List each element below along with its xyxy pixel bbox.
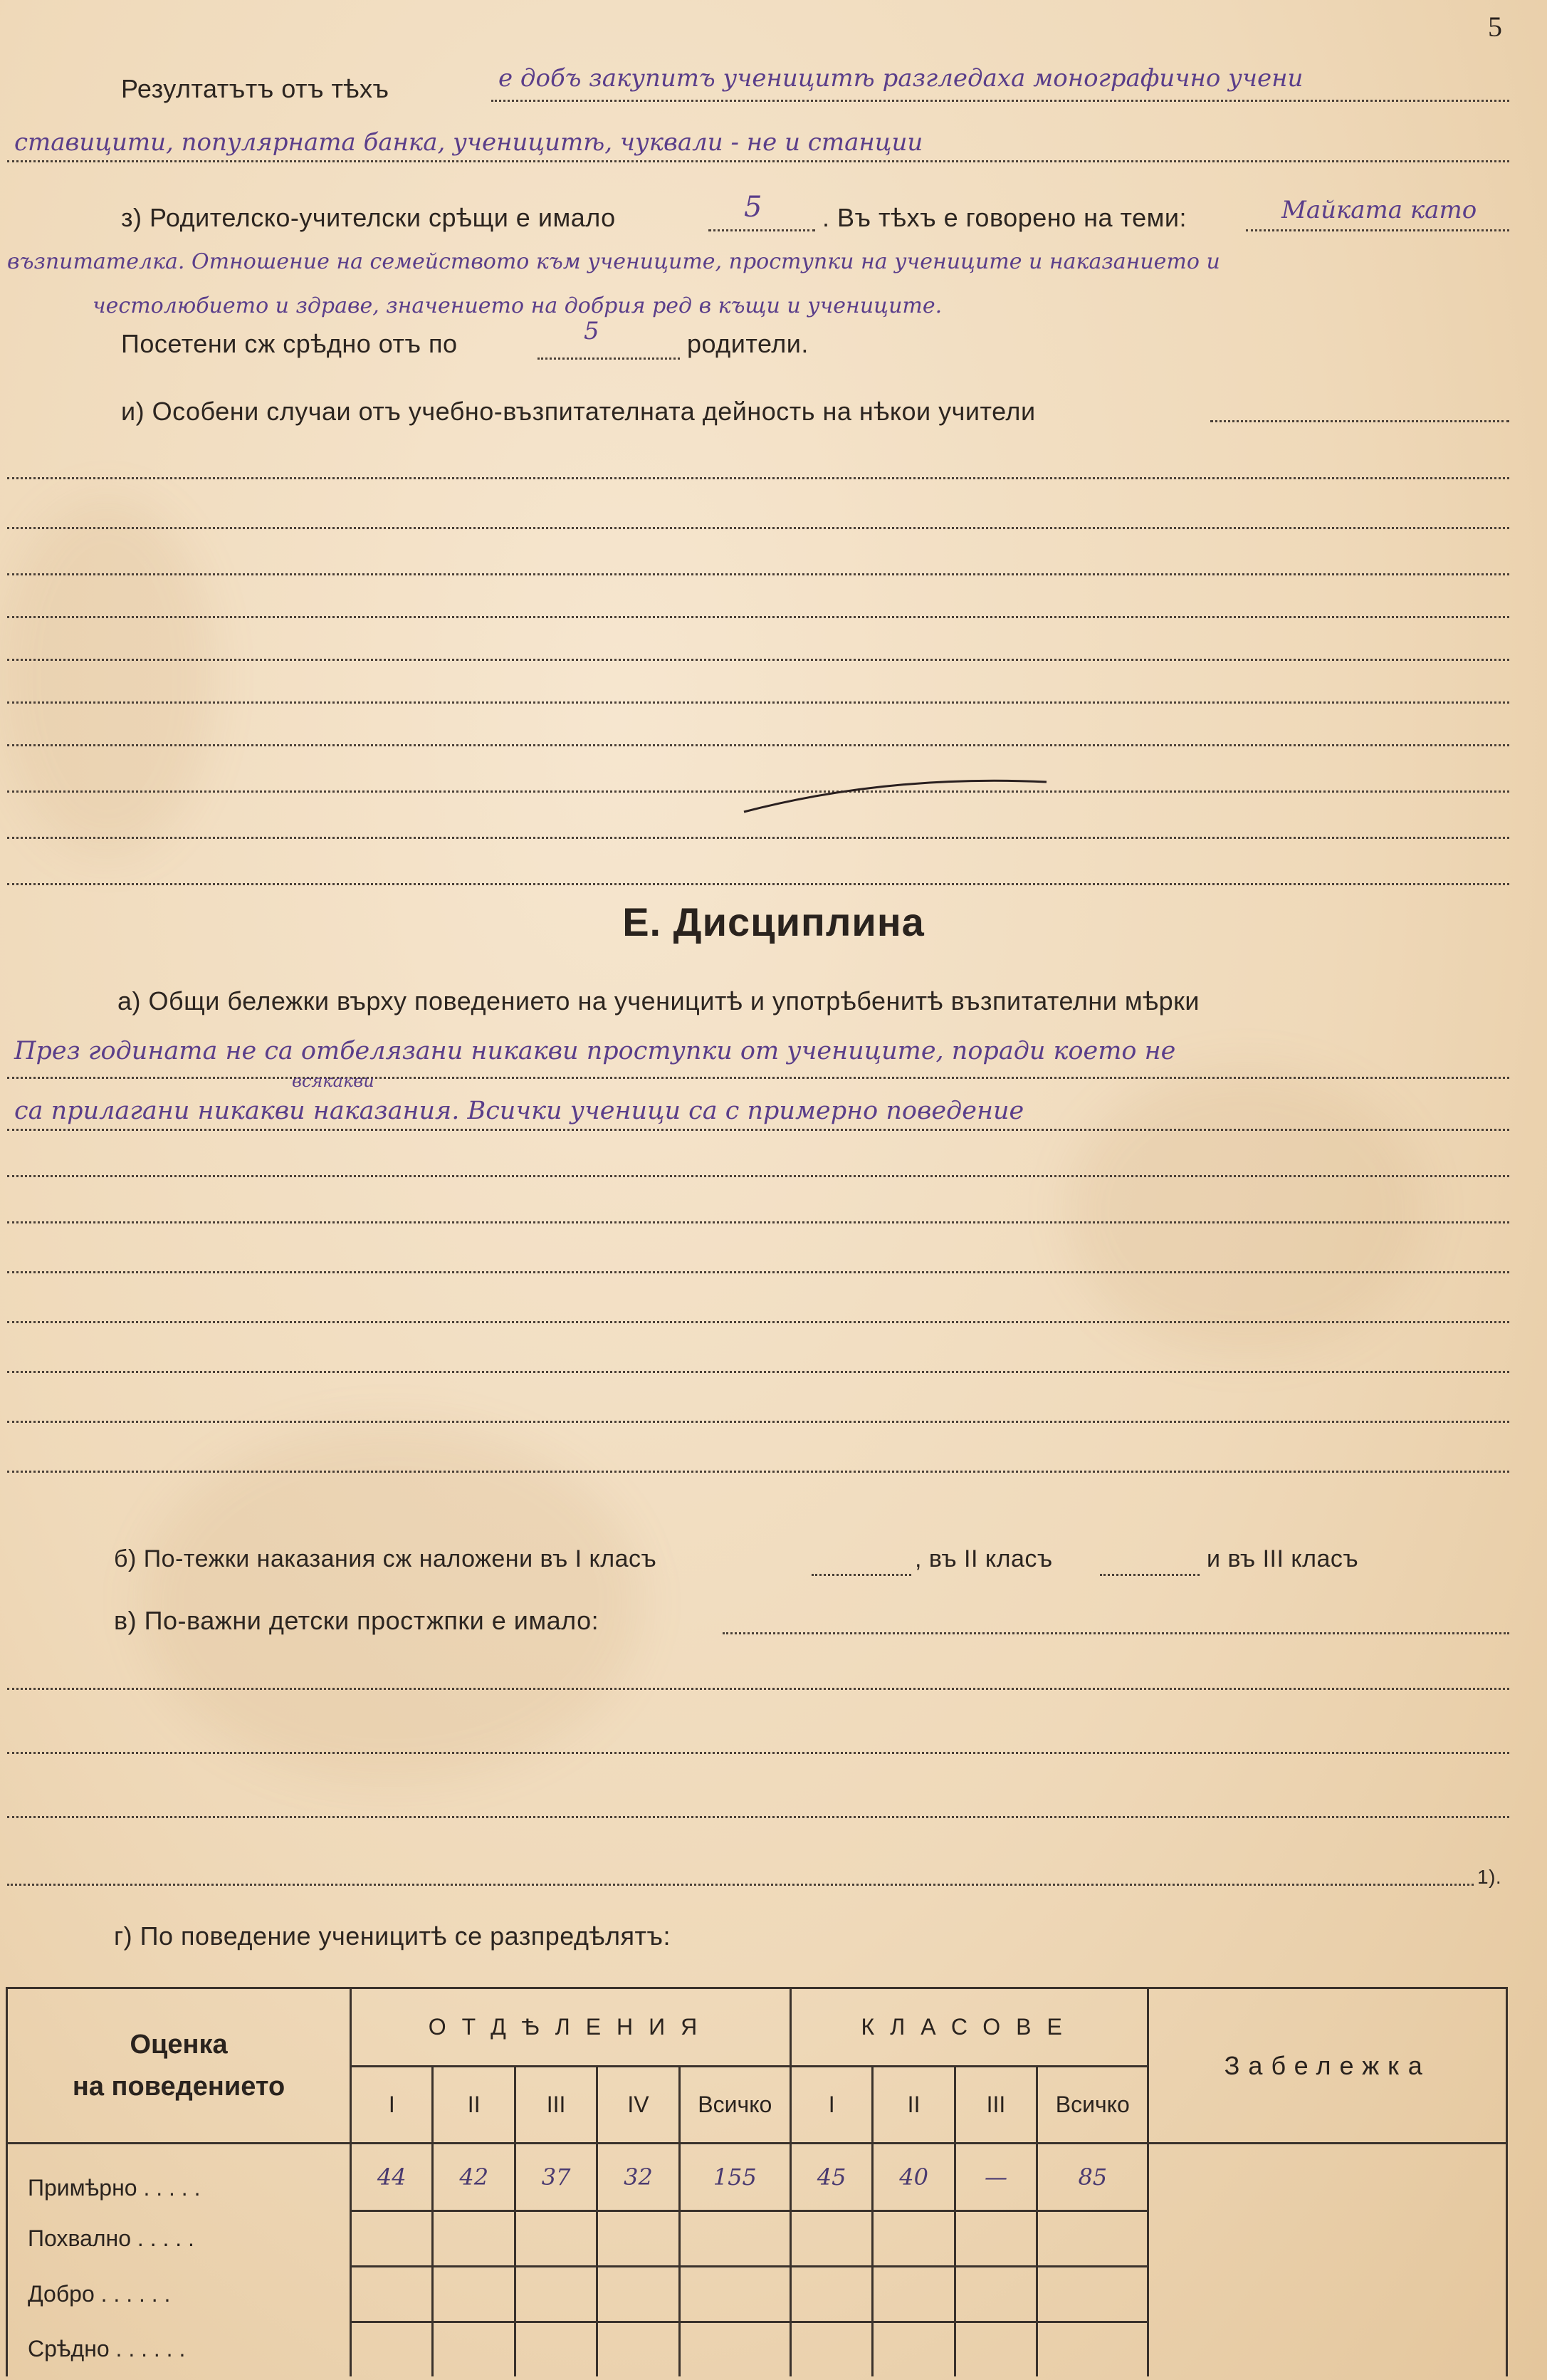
discipline-a-handwriting-2: са прилагани никакви наказания. Всички ученици са с примерно поведение — [14, 1097, 1024, 1125]
results-line-1 — [491, 100, 1509, 102]
disc-line-5 — [7, 1271, 1509, 1273]
col-klas-2: II — [873, 2067, 955, 2144]
special-line-3 — [7, 573, 1509, 575]
col-otd-total: Всичко — [679, 2067, 790, 2144]
cell — [597, 2267, 679, 2322]
cell — [679, 2322, 790, 2376]
col-otd-2: II — [433, 2067, 515, 2144]
notes-cell — [1148, 2144, 1507, 2376]
col-klas-total: Всичко — [1037, 2067, 1148, 2144]
cell — [1037, 2322, 1148, 2376]
disc-line-3 — [7, 1175, 1509, 1177]
v-line-4 — [7, 1884, 1474, 1886]
cell — [515, 2322, 597, 2376]
cell — [1037, 2211, 1148, 2267]
discipline-a-insert: всякакви — [292, 1071, 374, 1091]
special-line-2 — [7, 527, 1509, 529]
cell: 44 — [351, 2144, 433, 2211]
cell: 37 — [515, 2144, 597, 2211]
discipline-a-handwriting-1: През годината не са отбелязани никакви проступки от учениците, поради което не — [14, 1037, 1176, 1065]
row-label: Добро . . . . . . — [7, 2267, 351, 2322]
behavior-table — [6, 1987, 1508, 2376]
results-line-2 — [7, 160, 1509, 162]
meetings-count: 5 — [744, 191, 762, 224]
cell: — — [955, 2144, 1037, 2211]
disc-line-8 — [7, 1421, 1509, 1423]
cell — [433, 2211, 515, 2267]
special-line-0 — [1210, 420, 1509, 422]
cell — [873, 2211, 955, 2267]
meetings-handwriting-3: честолюбието и здраве, значението на добрия ред в къщи и учениците. — [93, 293, 943, 318]
discipline-b-label: б) По-тежки наказания сж наложени въ I класъ — [114, 1545, 657, 1572]
results-handwriting-2: ставицити, популярната банка, ученицитѣ, чуквали - не и станции — [14, 128, 923, 157]
row-label: Похвално . . . . . — [7, 2211, 351, 2267]
cell — [873, 2267, 955, 2322]
col-otd-4: IV — [597, 2067, 679, 2144]
discipline-b-mid: , въ II класъ — [915, 1545, 1053, 1572]
v-line-2 — [7, 1752, 1509, 1754]
discipline-title: Е. Дисциплина — [622, 899, 925, 944]
disc-line-6 — [7, 1321, 1509, 1323]
table-head-rating: Оценка на поведението — [7, 1988, 351, 2144]
col-otd-3: III — [515, 2067, 597, 2144]
cell: 85 — [1037, 2144, 1148, 2211]
meetings-label: з) Родителско-учителски срѣщи е имало — [121, 203, 616, 232]
discipline-g-label: г) По поведение ученицитѣ се разпредѣлятъ: — [114, 1921, 671, 1951]
row-label: Примѣрно . . . . . — [7, 2144, 351, 2211]
cell — [597, 2211, 679, 2267]
table-group-otdelenia: ОТДѢЛЕНИЯ — [351, 1988, 791, 2067]
col-klas-1: I — [790, 2067, 872, 2144]
special-line-6 — [7, 701, 1509, 704]
v-line-0 — [723, 1632, 1509, 1634]
visits-label: Посетени сж срѣдно отъ по — [121, 329, 458, 358]
discipline-b-suffix: и въ III класъ — [1207, 1545, 1359, 1572]
results-handwriting-1: е добъ закупитъ ученицитѣ разгледаха монографично учени — [498, 64, 1304, 93]
cell — [955, 2211, 1037, 2267]
cell — [351, 2267, 433, 2322]
col-klas-3: III — [955, 2067, 1037, 2144]
disc-line-1 — [7, 1077, 1509, 1079]
table-group-klasove: КЛАСОВЕ — [790, 1988, 1148, 2067]
cell — [1037, 2267, 1148, 2322]
special-cases-label: и) Особени случаи отъ учебно-възпитателната дейность на нѣкои учители — [121, 397, 1036, 426]
special-line-10 — [7, 883, 1509, 885]
discipline-a-label: а) Общи бележки върху поведението на ученицитѣ и употрѣбенитѣ възпитателни мѣрки — [117, 986, 1200, 1016]
visits-count-line — [537, 357, 680, 360]
special-line-5 — [7, 659, 1509, 661]
footnote-mark: 1). — [1477, 1866, 1502, 1888]
row-label: Срѣдно . . . . . . — [7, 2322, 351, 2376]
cell: 155 — [679, 2144, 790, 2211]
cell: 40 — [873, 2144, 955, 2211]
cell: 45 — [790, 2144, 872, 2211]
meetings-topics-line — [1246, 229, 1509, 231]
meetings-handwriting-1: Майката като — [1281, 196, 1477, 224]
table-head-notes: Забележка — [1148, 1988, 1507, 2144]
discipline-v-label: в) По-важни детски простжпки е имало: — [114, 1606, 599, 1635]
cell — [679, 2211, 790, 2267]
special-line-4 — [7, 616, 1509, 618]
visits-suffix: родители. — [687, 329, 809, 358]
visits-count: 5 — [584, 317, 599, 345]
meetings-topics-label: . Въ тѣхъ е говорено на теми: — [822, 203, 1187, 232]
cell — [515, 2267, 597, 2322]
cell — [790, 2267, 872, 2322]
col-otd-1: I — [351, 2067, 433, 2144]
disc-line-2 — [7, 1129, 1509, 1131]
special-line-9 — [7, 837, 1509, 839]
v-line-3 — [7, 1816, 1509, 1818]
b-line-2 — [1100, 1574, 1200, 1576]
cell: 42 — [433, 2144, 515, 2211]
cell — [790, 2211, 872, 2267]
cell — [873, 2322, 955, 2376]
cell: 32 — [597, 2144, 679, 2211]
results-label: Резултатътъ отъ тѣхъ — [121, 74, 389, 103]
cell — [790, 2322, 872, 2376]
disc-line-4 — [7, 1221, 1509, 1223]
cell — [597, 2322, 679, 2376]
cell — [351, 2211, 433, 2267]
table-row — [7, 2144, 1507, 2211]
cell — [433, 2322, 515, 2376]
special-line-7 — [7, 744, 1509, 746]
cell — [351, 2322, 433, 2376]
cell — [955, 2322, 1037, 2376]
meetings-handwriting-2: възпитателка. Отношение на семейството към учениците, проступки на учениците и наказанието и — [7, 249, 1220, 274]
v-line-1 — [7, 1688, 1509, 1690]
page-number: 5 — [1488, 11, 1502, 43]
strike-through-mark — [740, 762, 1054, 819]
b-line-1 — [812, 1574, 911, 1576]
cell — [955, 2267, 1037, 2322]
disc-line-9 — [7, 1471, 1509, 1473]
cell — [433, 2267, 515, 2322]
cell — [515, 2211, 597, 2267]
disc-line-7 — [7, 1371, 1509, 1373]
special-line-1 — [7, 477, 1509, 479]
meetings-count-line — [708, 229, 815, 231]
cell — [679, 2267, 790, 2322]
